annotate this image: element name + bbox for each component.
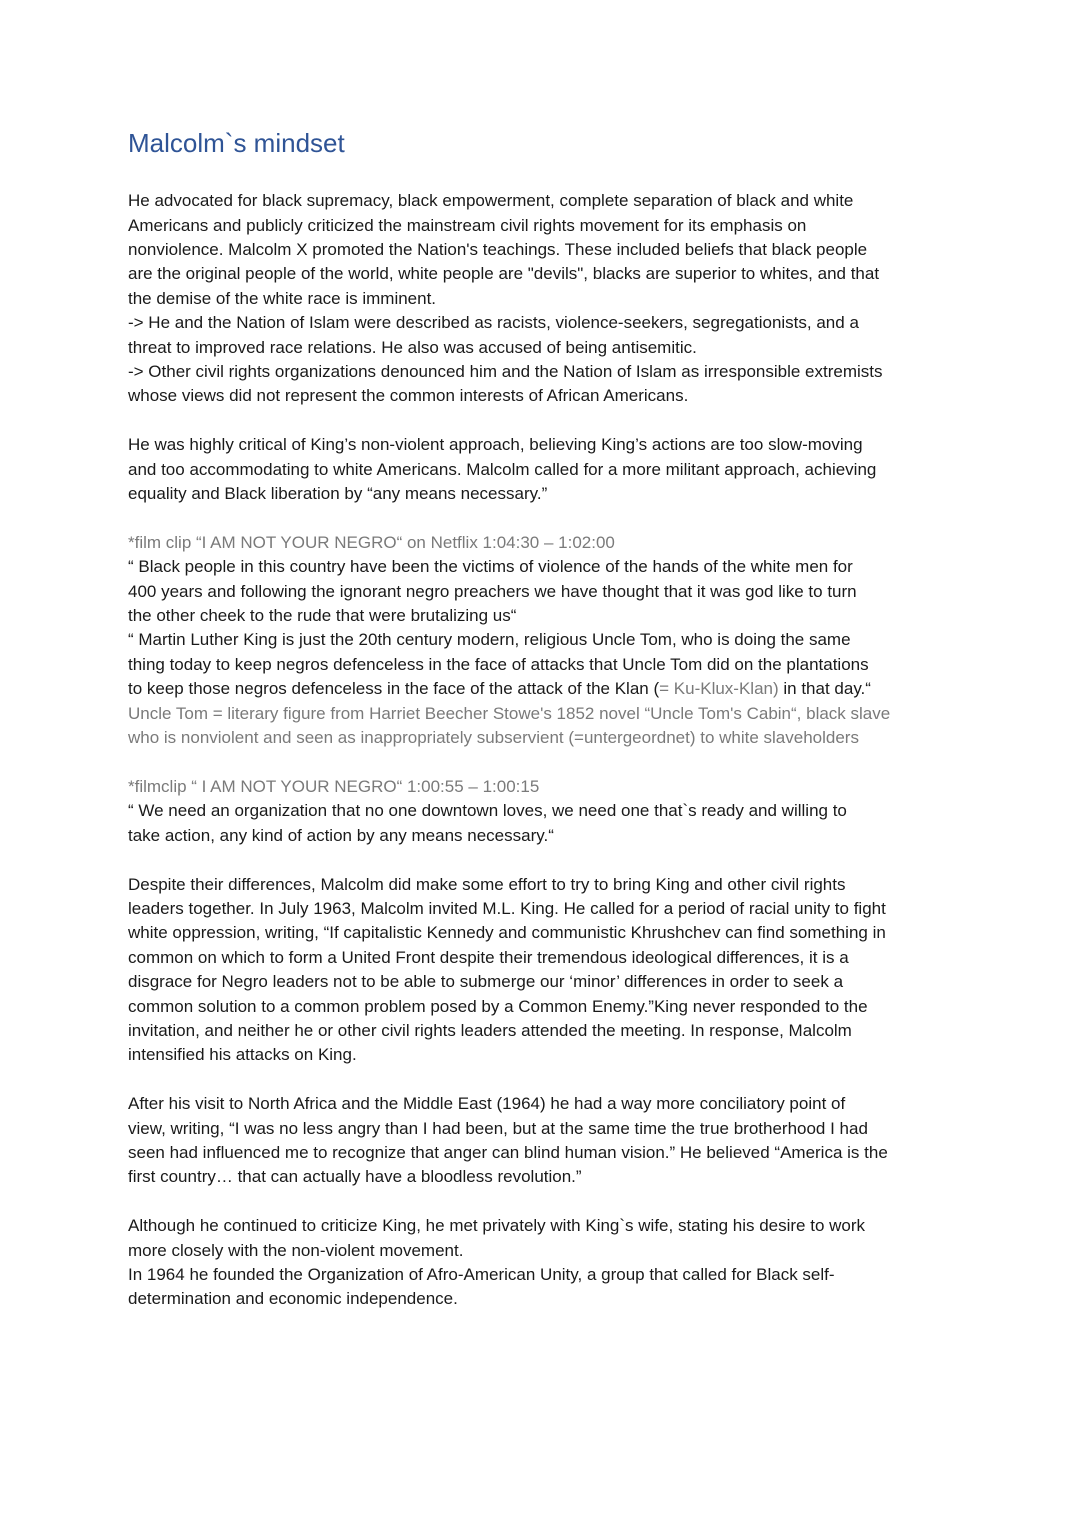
- quote-text: to keep those negros defenceless in the face of the attack of the Klan (: [128, 679, 660, 699]
- text-line: nonviolence. Malcolm X promoted the Nation's teachings. These included beliefs that black people: [128, 240, 868, 259]
- paragraph-film-clip-2: [128, 775, 958, 848]
- text-line: intensified his attacks on King.: [128, 1045, 357, 1065]
- text-line: After his visit to North Africa and the Middle East (1964) he had a way more conciliatory point of: [128, 1094, 846, 1114]
- text-line: leaders together. In July 1963, Malcolm invited M.L. King. He called for a period of racial unity to fight: [128, 898, 886, 918]
- text-line: common solution to a common problem posed by a Common Enemy.”King never responded to the: [128, 996, 868, 1016]
- text-line: -> He and the Nation of Islam were described as racists, violence-seekers, segregationists, and a: [128, 313, 859, 333]
- paragraph-mindset: [128, 189, 958, 409]
- paragraph-efforts-with-king: [128, 873, 958, 1068]
- paragraph-organization: [128, 1214, 958, 1312]
- film-clip-note: *film clip “I AM NOT YOUR NEGRO“ on Netflix 1:04:30 – 1:02:00: [128, 532, 615, 552]
- quote-line: [128, 677, 958, 701]
- document-body: [128, 128, 958, 1336]
- text-line: In 1964 he founded the Organization of Afro-American Unity, a group that called for Black self-: [128, 1264, 835, 1284]
- text-line: are the original people of the world, white people are "devils", blacks are superior to whites, and that: [128, 264, 880, 284]
- text-line: whose views did not represent the common interests of African Americans.: [128, 386, 689, 406]
- text-line: and too accommodating to white Americans. Malcolm called for a more militant approach, achieving: [128, 459, 877, 479]
- text-line: equality and Black liberation by “any means necessary.”: [128, 484, 548, 504]
- text-line: Americans and publicly criticized the mainstream civil rights movement for its emphasis on: [128, 215, 807, 235]
- quote-line: the other cheek to the rude that were brutalizing us“: [128, 606, 517, 626]
- text-line: threat to improved race relations. He also was accused of being antisemitic.: [128, 337, 697, 357]
- klan-gloss: = Ku-Klux-Klan): [659, 679, 779, 699]
- text-line: He advocated for black supremacy, black empowerment, complete separation of black and white: [128, 191, 854, 211]
- quote-line: thing today to keep negros defenceless in the face of attacks that Uncle Tom did on the plantations: [128, 654, 869, 674]
- text-line: white oppression, writing, “If capitalistic Kennedy and communistic Khrushchev can find something in: [128, 923, 886, 943]
- text-line: Despite their differences, Malcolm did make some effort to try to bring King and other civil rights: [128, 874, 846, 894]
- page-title: Malcolm`s mindset: [128, 128, 345, 158]
- text-line: determination and economic independence.: [128, 1289, 458, 1309]
- text-line: disgrace for Negro leaders not to be able to submerge our ‘minor’ differences in order to seek a: [128, 972, 844, 992]
- text-line: more closely with the non-violent movement.: [128, 1240, 464, 1260]
- paragraph-after-visit: [128, 1092, 958, 1190]
- film-clip-note: *filmclip “ I AM NOT YOUR NEGRO“ 1:00:55 – 1:00:15: [128, 776, 540, 796]
- quote-text: in that day.“: [778, 679, 871, 699]
- text-line: invitation, and neither he or other civil rights leaders attended the meeting. In response, Malcolm: [128, 1020, 852, 1040]
- text-line: -> Other civil rights organizations denounced him and the Nation of Islam as irresponsible extremists: [128, 362, 883, 382]
- uncle-tom-note: who is nonviolent and seen as inappropriately subservient (=untergeordnet) to white slaveholders: [128, 728, 859, 748]
- quote-line: “ Black people in this country have been the victims of violence of the hands of the white men for: [128, 557, 853, 577]
- quote-line: take action, any kind of action by any means necessary.“: [128, 825, 554, 845]
- quote-line: “ Martin Luther King is just the 20th century modern, religious Uncle Tom, who is doing the same: [128, 630, 851, 650]
- quote-line: “ We need an organization that no one downtown loves, we need one that`s ready and willing to: [128, 801, 847, 821]
- text-line: the demise of the white race is imminent.: [128, 288, 437, 308]
- text-line: Although he continued to criticize King, he met privately with King`s wife, stating his desire to work: [128, 1216, 866, 1236]
- uncle-tom-note: Uncle Tom = literary figure from Harriet Beecher Stowe's 1852 novel “Uncle Tom's Cabin“, black slave: [128, 703, 891, 723]
- quote-line: 400 years and following the ignorant negro preachers we have thought that it was god like to turn: [128, 581, 857, 601]
- text-line: He was highly critical of King’s non-violent approach, believing King’s actions are too slow-moving: [128, 435, 863, 455]
- text-line: seen had influenced me to recognize that anger can blind human vision.” He believed “America is the: [128, 1142, 888, 1162]
- paragraph-film-clip-1: [128, 531, 958, 751]
- text-line: common on which to form a United Front despite their tremendous ideological differences, it is a: [128, 947, 849, 967]
- text-line: view, writing, “I was no less angry than I had been, but at the same time the true brotherhood I had: [128, 1118, 868, 1138]
- text-line: first country… that can actually have a bloodless revolution.”: [128, 1167, 582, 1187]
- paragraph-critical-of-king: [128, 433, 958, 506]
